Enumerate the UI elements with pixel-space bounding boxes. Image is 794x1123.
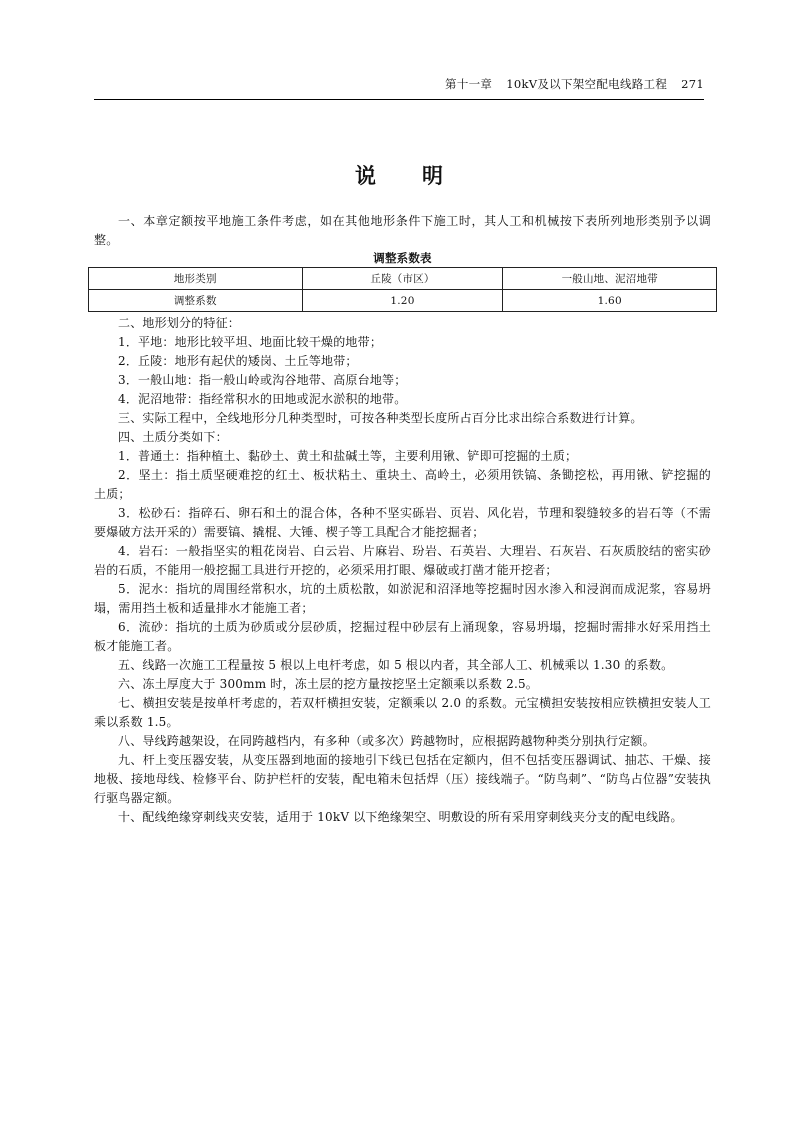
section-5: 五、线路一次施工工程量按 5 根以上电杆考虑，如 5 根以内者，其全部人工、机械乘以 1.30 的系数。 (118, 658, 674, 672)
list-item: 3．松砂石：指碎石、卵石和土的混合体，各种不坚实砾岩、页岩、风化岩，节理和裂缝较多的岩石等（不需要爆破方法开采的）需要镐、撬棍、大锤、楔子等工具配合才能挖掘者； (94, 506, 711, 539)
list-item: 6．流砂：指坑的土质为砂质或分层砂质，挖掘过程中砂层有上涌现象，容易坍塌，挖掘时需排水好采用挡土板才能施工者。 (94, 620, 711, 653)
section-10: 十、配线绝缘穿刺线夹安装，适用于 10kV 以下绝缘架空、明敷设的所有采用穿刺线夹分支的配电线路。 (118, 810, 683, 824)
table-cell: 1.20 (302, 290, 503, 312)
table-cell: 调整系数 (89, 290, 303, 312)
body-text (94, 212, 711, 827)
section-9: 九、杆上变压器安装，从变压器到地面的接地引下线已包括在定额内，但不包括变压器调试、抽芯、干燥、接地极、接地母线、检修平台、防护栏杆的安装，配电箱未包括焊（压）接线端子。“防鸟刺”、“防鸟占位器”安装执行驱鸟器定额。 (94, 753, 711, 805)
list-item: 5．泥水：指坑的周围经常积水，坑的土质松散，如淤泥和沼泽地等挖掘时因水渗入和浸润而成泥浆，容易坍塌，需用挡土板和适量排水才能施工者； (94, 582, 711, 615)
list-item: 2．丘陵：地形有起伏的矮岗、土丘等地带； (118, 354, 358, 368)
table-header-cell: 丘陵（市区） (302, 268, 503, 290)
list-item: 3．一般山地：指一般山岭或沟谷地带、高原台地等； (118, 373, 407, 387)
table-header-cell: 地形类别 (89, 268, 303, 290)
section-1: 一、本章定额按平地施工条件考虑，如在其他地形条件下施工时，其人工和机械按下表所列地形类别予以调整。 (94, 214, 711, 247)
list-item: 4．岩石：一般指坚实的粗花岗岩、白云岩、片麻岩、玢岩、石英岩、大理岩、石灰岩、石灰质胶结的密实砂岩的石质，不能用一般挖掘工具进行开挖的，必须采用打眼、爆破或打凿才能开挖者； (94, 544, 711, 577)
table-header-row (89, 268, 717, 290)
section-3: 三、实际工程中，全线地形分几种类型时，可按各种类型长度所占百分比求出综合系数进行计算。 (118, 411, 643, 425)
page-header (94, 76, 704, 92)
list-item: 1．普通土：指种植土、黏砂土、黄土和盐碱土等，主要利用锹、铲即可挖掘的土质； (118, 449, 578, 463)
list-item: 4．泥沼地带：指经常积水的田地或泥水淤积的地带。 (118, 392, 407, 406)
section-7: 七、横担安装是按单杆考虑的，若双杆横担安装，定额乘以 2.0 的系数。元宝横担安装按相应铁横担安装人工乘以系数 1.5。 (94, 696, 711, 729)
section-6: 六、冻土厚度大于 300mm 时，冻土层的挖方量按挖坚土定额乘以系数 2.5。 (118, 677, 538, 691)
title-char-2: 明 (422, 164, 443, 188)
chapter-title: 10kV及以下架空配电线路工程 (506, 77, 668, 91)
section-2: 二、地形划分的特征： (118, 316, 241, 330)
page-title (94, 162, 704, 190)
table-caption: 调整系数表 (373, 251, 432, 265)
list-item: 2．坚土：指土质坚硬难挖的红土、板状粘土、重块土、高岭土，必须用铁镐、条锄挖松，再用锹、铲挖掘的土质； (94, 468, 711, 501)
section-8: 八、导线跨越架设，在同跨越档内，有多种（或多次）跨越物时，应根据跨越物种类分别执行定额。 (118, 734, 655, 748)
table-cell: 1.60 (503, 290, 717, 312)
list-item: 1．平地：地形比较平坦、地面比较干燥的地带； (118, 335, 383, 349)
table-header-cell: 一般山地、泥沼地带 (503, 268, 717, 290)
section-4: 四、土质分类如下： (118, 430, 228, 444)
title-char-1: 说 (355, 164, 376, 188)
adjustment-coefficient-table (88, 267, 717, 312)
page-number: 271 (681, 77, 704, 91)
header-rule (94, 99, 704, 100)
chapter-number: 第十一章 (445, 77, 493, 91)
table-row (89, 290, 717, 312)
